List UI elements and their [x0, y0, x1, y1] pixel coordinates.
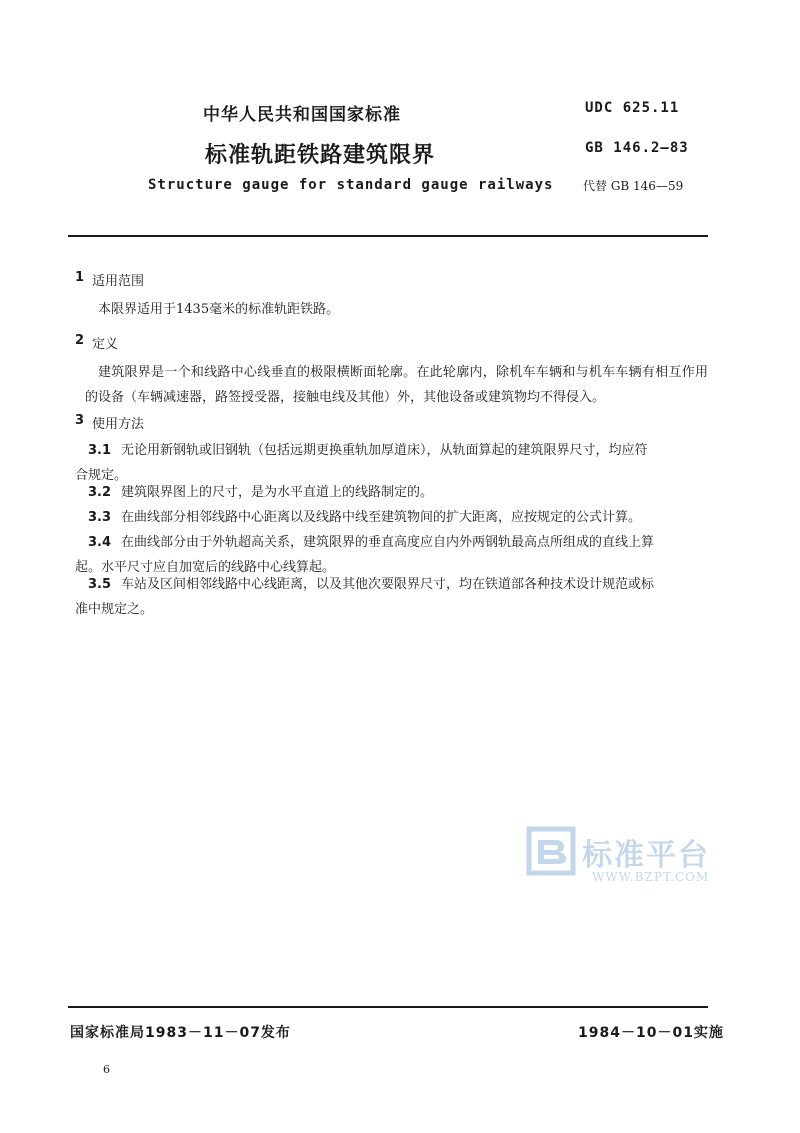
clause-text-continued: 合规定。	[75, 468, 128, 483]
udc-code: UDC 625.11	[585, 100, 680, 116]
clause-number: 3.5	[88, 577, 112, 592]
section-1-body: 本限界适用于1435毫米的标准轨距铁路。	[98, 302, 340, 317]
clause-number: 3.1	[88, 443, 112, 458]
clause-3-3	[88, 505, 708, 530]
section-title: 定义	[92, 337, 119, 352]
section-2-body: 建筑限界是一个和线路中心线垂直的极限横断面轮廓。在此轮廓内，除机车车辆和与机车车辆有相互作用的设备（车辆减速器，路签授受器，接触电线及其他）外，其他设备或建筑物均不得侵入。	[85, 365, 708, 405]
footer-divider	[68, 1006, 708, 1008]
section-3-heading	[0, 413, 800, 433]
section-number: 2	[75, 333, 85, 348]
bz-logo-icon	[526, 826, 576, 876]
clause-3-5	[75, 572, 708, 622]
header-divider	[68, 235, 708, 237]
watermark-name: 标准平台	[582, 838, 710, 873]
document-title: 标准轨距铁路建筑限界	[205, 143, 436, 168]
watermark-url: WWW.BZPT.COM	[592, 870, 710, 884]
english-title: Structure gauge for standard gauge railways	[148, 177, 554, 193]
section-number: 1	[75, 270, 85, 285]
clause-number: 3.2	[88, 485, 112, 500]
clause-text: 无论用新钢轨或旧钢轨（包括远期更换重轨加厚道床），从轨面算起的建筑限界尺寸，均应符	[121, 443, 648, 458]
standard-number: GB 146.2—83	[585, 140, 689, 156]
replaces-note: 代替 GB 146—59	[583, 179, 684, 193]
clause-text: 车站及区间相邻线路中心线距离，以及其他次要限界尺寸，均在铁道部各种技术设计规范或标	[121, 577, 655, 592]
effective-date: 1984－10－01实施	[578, 1025, 724, 1041]
section-title: 适用范围	[92, 274, 145, 289]
section-title: 使用方法	[92, 417, 145, 432]
clause-text-continued: 准中规定之。	[75, 602, 154, 617]
section-number: 3	[75, 413, 85, 428]
section-2-heading	[0, 333, 800, 353]
clause-3-2	[88, 480, 708, 505]
clause-number: 3.4	[88, 535, 112, 550]
clause-number: 3.3	[88, 510, 112, 525]
section-1-heading	[0, 270, 800, 290]
clause-text: 在曲线部分相邻线路中心距离以及线路中线至建筑物间的扩大距离，应按规定的公式计算。	[121, 510, 642, 525]
watermark	[526, 826, 736, 896]
page-number: 6	[103, 1063, 110, 1076]
clause-text: 在曲线部分由于外轨超高关系，建筑限界的垂直高度应自内外两钢轨最高点所组成的直线上算	[121, 535, 655, 550]
issue-date: 国家标准局1983－11－07发布	[70, 1025, 291, 1041]
clause-text: 建筑限界图上的尺寸，是为水平直道上的线路制定的。	[121, 485, 434, 500]
national-standard-label: 中华人民共和国国家标准	[203, 105, 401, 125]
clause-text-continued: 起。水平尺寸应自加宽后的线路中心线算起。	[75, 560, 336, 575]
